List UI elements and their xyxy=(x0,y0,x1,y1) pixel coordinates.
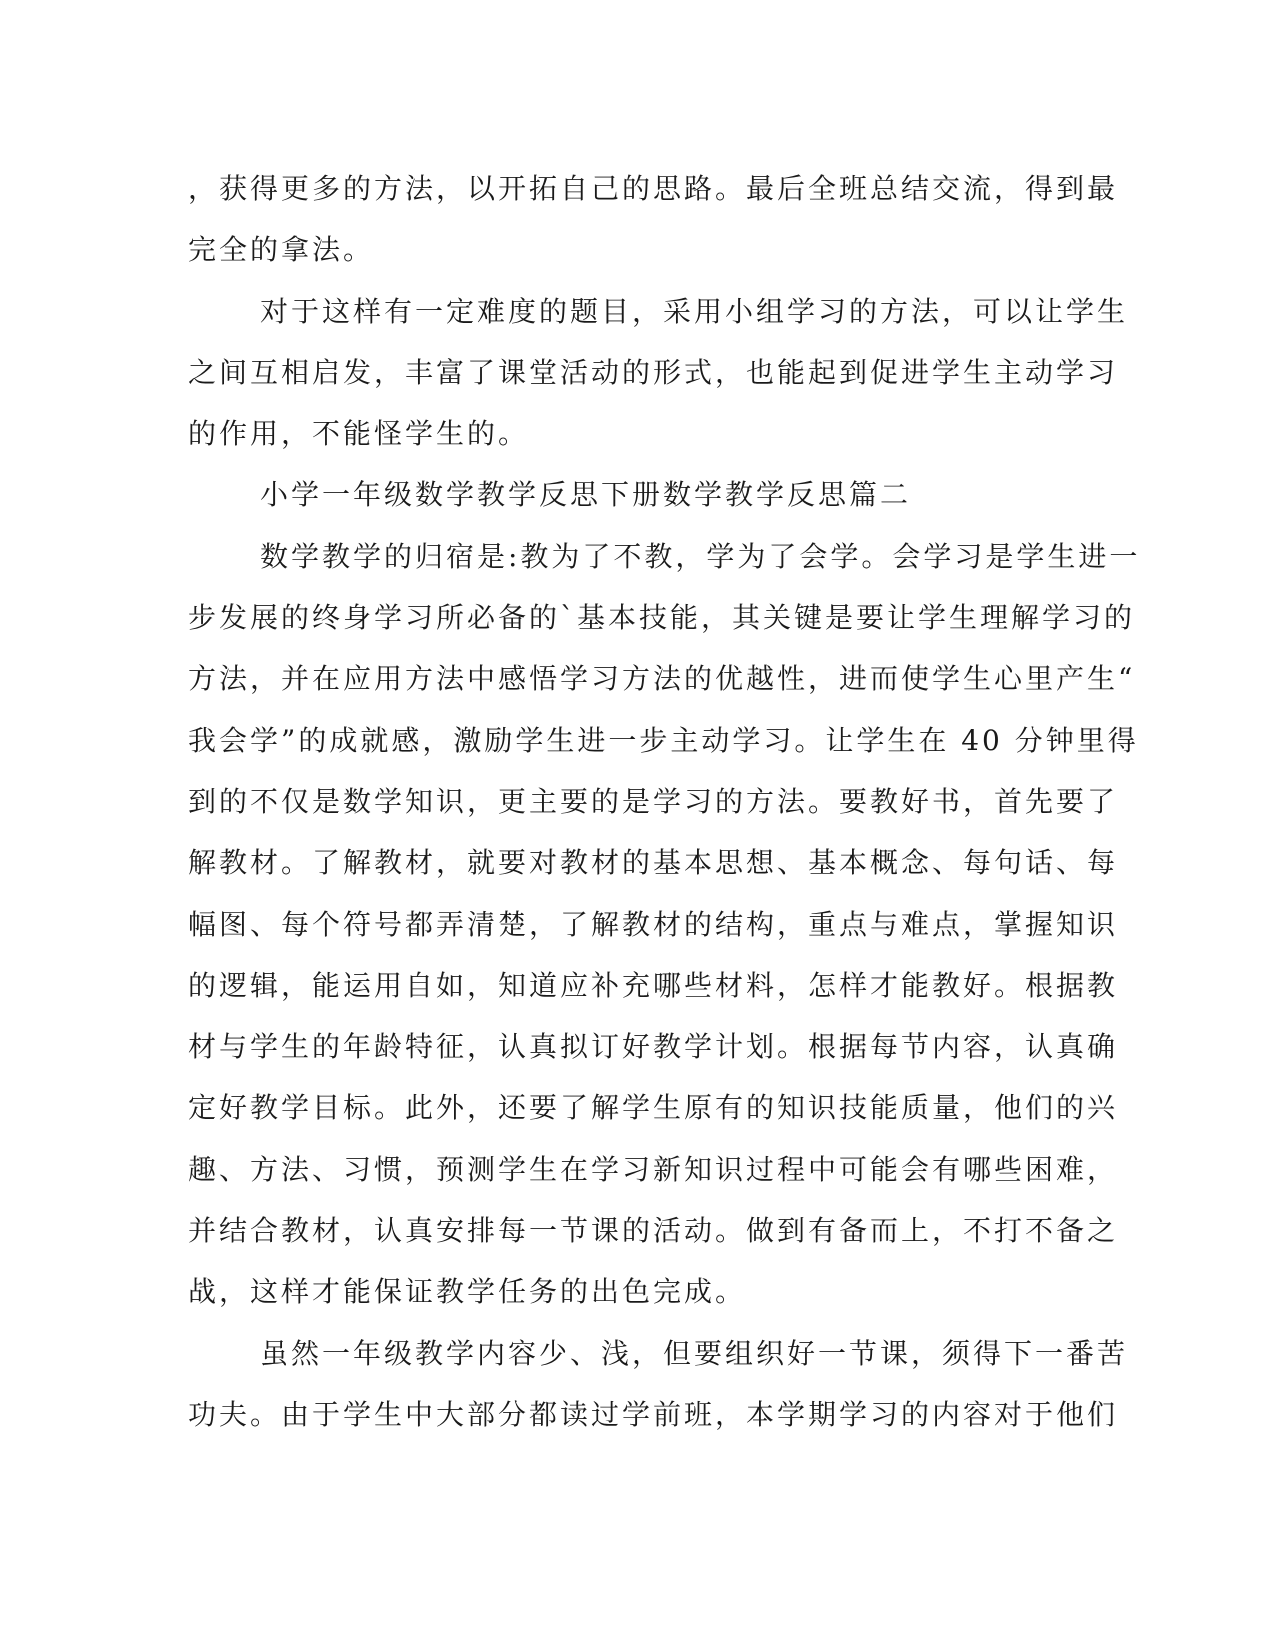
text-line: 并结合教材，认真安排每一节课的活动。做到有备而上，不打不备之 xyxy=(188,1214,1119,1248)
text-line: 幅图、每个符号都弄清楚，了解教材的结构，重点与难点，掌握知识 xyxy=(188,907,1119,941)
paragraph-start-line: 虽然一年级教学内容少、浅，但要组织好一节课，须得下一番苦 xyxy=(260,1336,1129,1370)
text-line: 步发展的终身学习所必备的`基本技能，其关键是要让学生理解学习的 xyxy=(188,601,1136,635)
section-heading: 小学一年级数学教学反思下册数学教学反思篇二 xyxy=(260,478,912,512)
text-line: 我会学”的成就感，激励学生进一步主动学习。让学生在 40 分钟里得 xyxy=(188,723,1139,757)
text-line: 的作用，不能怪学生的。 xyxy=(188,417,530,451)
text-line: 完全的拿法。 xyxy=(188,233,375,267)
text-line: 的逻辑，能运用自如，知道应补充哪些材料，怎样才能教好。根据教 xyxy=(188,968,1119,1002)
text-line: 战，这样才能保证教学任务的出色完成。 xyxy=(188,1275,747,1309)
body-text xyxy=(188,158,1141,1445)
paragraph-start-line: 数学教学的归宿是:教为了不教，学为了会学。会学习是学生进一 xyxy=(260,539,1141,573)
text-line: 材与学生的年龄特征，认真拟订好教学计划。根据每节内容，认真确 xyxy=(188,1030,1119,1064)
text-line: 趣、方法、习惯，预测学生在学习新知识过程中可能会有哪些困难， xyxy=(188,1152,1119,1186)
text-line: ，获得更多的方法，以开拓自己的思路。最后全班总结交流，得到最 xyxy=(188,172,1119,205)
text-line: 之间互相启发，丰富了课堂活动的形式，也能起到促进学生主动学习 xyxy=(188,355,1119,389)
text-line: 到的不仅是数学知识，更主要的是学习的方法。要教好书，首先要了 xyxy=(188,784,1119,818)
paragraph-start-line: 对于这样有一定难度的题目，采用小组学习的方法，可以让学生 xyxy=(260,294,1129,328)
text-line: 方法，并在应用方法中感悟学习方法的优越性，进而使学生心里产生“ xyxy=(188,662,1136,696)
text-line: 解教材。了解教材，就要对教材的基本思想、基本概念、每句话、每 xyxy=(188,846,1119,880)
text-line: 功夫。由于学生中大部分都读过学前班，本学期学习的内容对于他们 xyxy=(188,1397,1119,1431)
text-line: 定好教学目标。此外，还要了解学生原有的知识技能质量，他们的兴 xyxy=(188,1091,1119,1125)
